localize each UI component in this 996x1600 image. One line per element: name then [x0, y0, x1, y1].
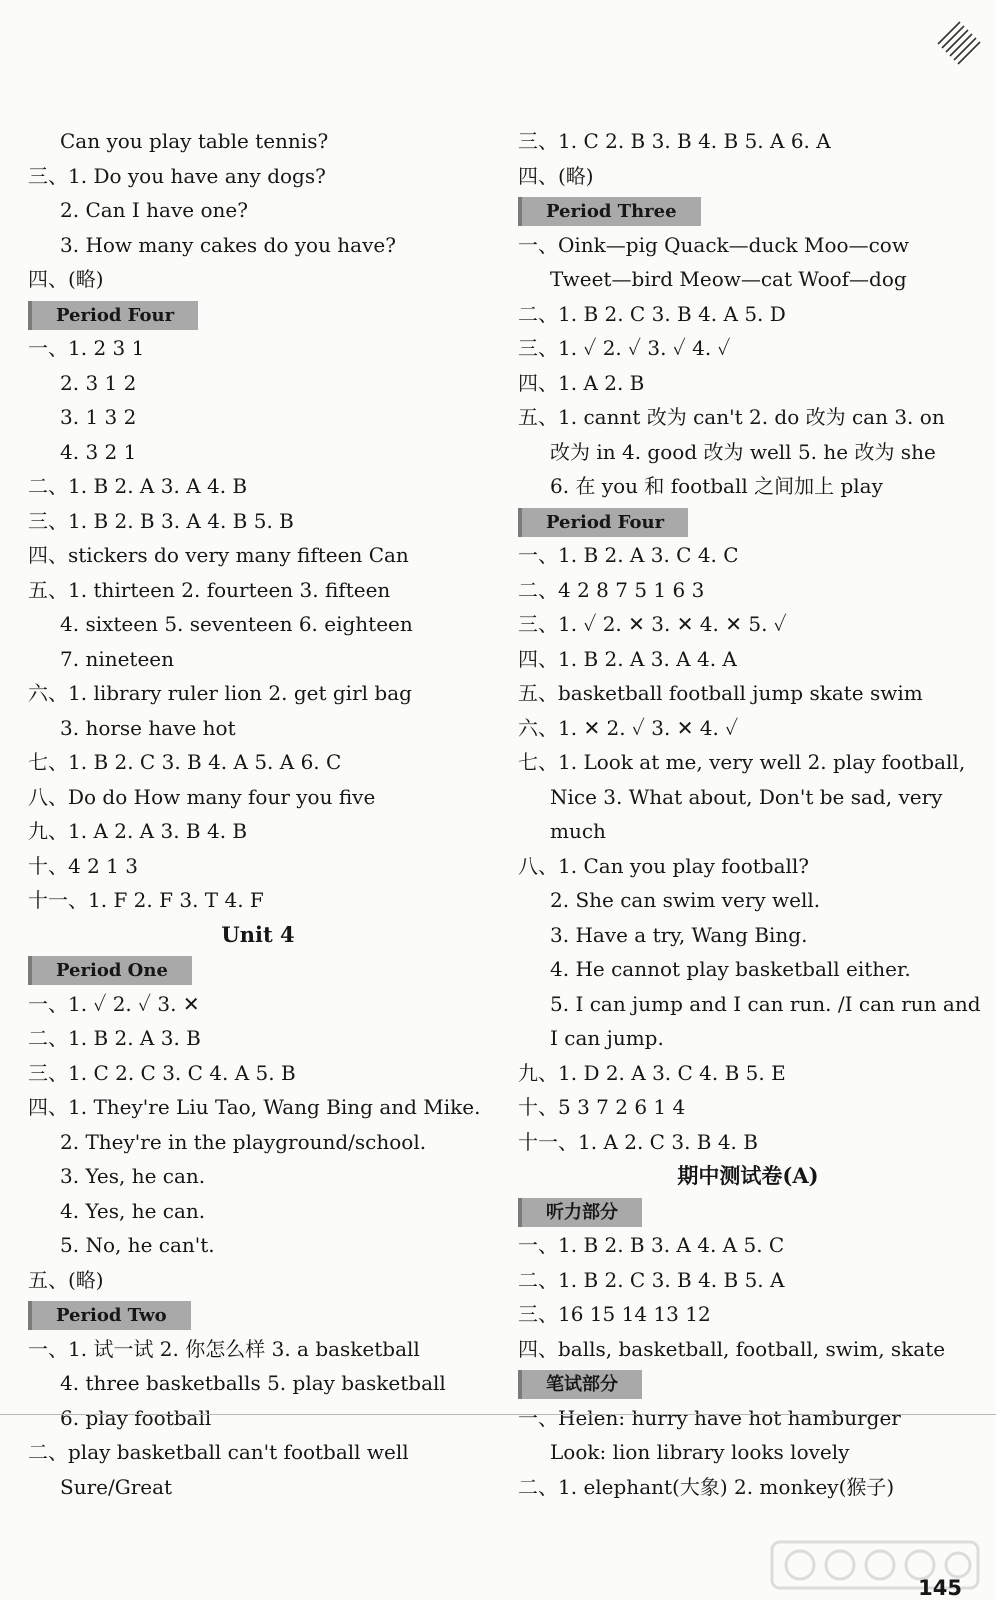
answer-line: 6. play football [60, 1405, 212, 1430]
answer-line: 六、1. library ruler lion 2. get girl bag [28, 681, 412, 705]
answer-line: Can you play table tennis? [60, 129, 329, 153]
answer-line: 四、1. B 2. A 3. A 4. A [518, 646, 737, 671]
footer-rule [0, 1414, 996, 1415]
answer-line: 四、(略) [518, 163, 594, 188]
answer-line: 八、1. Can you play football? [518, 853, 810, 878]
answer-line: 2. She can swim very well. [550, 888, 821, 912]
section-heading-row [28, 1297, 488, 1332]
section-badge: 笔试部分 [518, 1370, 642, 1399]
section-heading-row [518, 504, 978, 539]
answer-line: 九、1. D 2. A 3. C 4. B 5. E [518, 1060, 786, 1085]
answer-line: Tweet—bird Meow—cat Woof—dog [550, 267, 907, 291]
answer-line: 二、1. B 2. A 3. B [28, 1026, 201, 1050]
answer-line: I can jump. [550, 1026, 664, 1050]
section-heading-row [518, 1194, 978, 1229]
answer-line: 3. Yes, he can. [60, 1164, 206, 1188]
answer-line: 四、1. A 2. B [518, 370, 645, 395]
section-badge: 听力部分 [518, 1198, 642, 1227]
section-heading-row [518, 1366, 978, 1401]
answer-line: 四、(略) [28, 267, 104, 291]
answer-line: 七、1. Look at me, very well 2. play football, [518, 750, 966, 774]
corner-stamp-icon [930, 14, 986, 70]
section-badge: Period Two [28, 1301, 191, 1330]
answer-line: 4. 3 2 1 [60, 439, 137, 464]
answer-line: 五、(略) [28, 1267, 104, 1292]
answer-line: 4. He cannot play basketball either. [550, 957, 911, 981]
answer-line: 改为 in 4. good 改为 well 5. he 改为 she [550, 439, 936, 464]
section-heading-row [518, 193, 978, 228]
answer-line: 三、1. B 2. B 3. A 4. B 5. B [28, 508, 294, 533]
answer-line: 6. 在 you 和 football 之间加上 play [550, 474, 883, 498]
answer-line: 一、Oink—pig Quack—duck Moo—cow [518, 232, 909, 257]
answer-line: 九、1. A 2. A 3. B 4. B [28, 819, 248, 843]
answer-line: 十一、1. A 2. C 3. B 4. B [518, 1129, 758, 1154]
answer-line: 三、1. ✓ 2. ✓ 3. ✓ 4. ✓ [518, 336, 731, 360]
answer-line: 四、1. They're Liu Tao, Wang Bing and Mike. [28, 1095, 481, 1119]
answer-line: 7. nineteen [60, 646, 175, 671]
section-heading-row [28, 952, 488, 987]
answer-line: 五、basketball football jump skate swim [518, 681, 923, 705]
answer-line: 二、1. B 2. C 3. B 4. B 5. A [518, 1267, 785, 1292]
unit-title: Unit 4 [221, 921, 295, 947]
answer-line: 5. I can jump and I can run. /I can run and [550, 991, 981, 1016]
answer-line: Sure/Great [60, 1474, 173, 1499]
section-badge: Period Three [518, 197, 701, 226]
answer-line: 四、stickers do very many fifteen Can [28, 543, 409, 567]
answer-line: 六、1. ✕ 2. ✓ 3. ✕ 4. ✓ [518, 715, 739, 740]
right-column [518, 124, 981, 1504]
answer-line: 三、1. ✓ 2. ✕ 3. ✕ 4. ✕ 5. ✓ [518, 612, 787, 636]
answer-line: 三、1. C 2. B 3. B 4. B 5. A 6. A [518, 129, 831, 153]
answer-line: 十、4 2 1 3 [28, 853, 138, 878]
answer-line: 二、1. elephant(大象) 2. monkey(猴子) [518, 1474, 895, 1499]
answer-line: Look: lion library looks lovely [550, 1440, 850, 1464]
answer-line: 三、1. Do you have any dogs? [28, 163, 326, 188]
answer-line: 3. horse have hot [60, 715, 236, 740]
page-number: 145 [918, 1576, 962, 1600]
answer-line: 七、1. B 2. C 3. B 4. A 5. A 6. C [28, 750, 342, 774]
answer-line: 二、play basketball can't football well [28, 1440, 409, 1464]
section-heading-row [28, 297, 488, 332]
answer-line: 4. Yes, he can. [60, 1198, 206, 1223]
answer-line: 三、16 15 14 13 12 [518, 1302, 711, 1326]
answer-line: 2. Can I have one? [60, 198, 248, 222]
answer-line: 3. Have a try, Wang Bing. [550, 922, 808, 947]
section-badge: Period One [28, 956, 192, 985]
answer-line: 十一、1. F 2. F 3. T 4. F [28, 888, 264, 912]
answer-line: 二、1. B 2. C 3. B 4. A 5. D [518, 301, 786, 326]
section-badge: Period Four [28, 301, 198, 330]
answer-line: 五、1. thirteen 2. fourteen 3. fifteen [28, 577, 391, 602]
answer-line: 2. 3 1 2 [60, 370, 137, 395]
answer-line: 四、balls, basketball, football, swim, skate [518, 1336, 946, 1361]
answer-line: 一、1. ✓ 2. ✓ 3. ✕ [28, 991, 200, 1016]
answer-line: 十、5 3 7 2 6 1 4 [518, 1095, 686, 1119]
unit-title: 期中测试卷(A) [677, 1163, 819, 1188]
answer-line: 一、1. B 2. A 3. C 4. C [518, 543, 739, 567]
answer-line: Nice 3. What about, Don't be sad, very [550, 784, 943, 809]
answer-line: much [550, 819, 606, 843]
answer-line: 一、1. B 2. B 3. A 4. A 5. C [518, 1233, 785, 1257]
answer-line: 5. No, he can't. [60, 1233, 215, 1257]
answer-line: 二、1. B 2. A 3. A 4. B [28, 474, 248, 498]
answer-line: 八、Do do How many four you five [28, 784, 376, 809]
answer-line: 一、1. 2 3 1 [28, 336, 145, 360]
answer-line: 2. They're in the playground/school. [60, 1129, 427, 1154]
answer-line: 一、1. 试一试 2. 你怎么样 3. a basketball [28, 1336, 420, 1361]
answer-line: 4. three basketballs 5. play basketball [60, 1371, 446, 1395]
answer-line: 4. sixteen 5. seventeen 6. eighteen [60, 612, 413, 636]
answer-line: 3. How many cakes do you have? [60, 232, 396, 257]
answer-line: 一、Helen: hurry have hot hamburger [518, 1405, 901, 1430]
left-column [28, 124, 488, 1504]
answer-line: 3. 1 3 2 [60, 405, 137, 429]
answer-line: 二、4 2 8 7 5 1 6 3 [518, 577, 705, 602]
section-badge: Period Four [518, 508, 688, 537]
answer-line: 三、1. C 2. C 3. C 4. A 5. B [28, 1060, 296, 1085]
answer-line: 五、1. cannt 改为 can't 2. do 改为 can 3. on [518, 405, 945, 429]
